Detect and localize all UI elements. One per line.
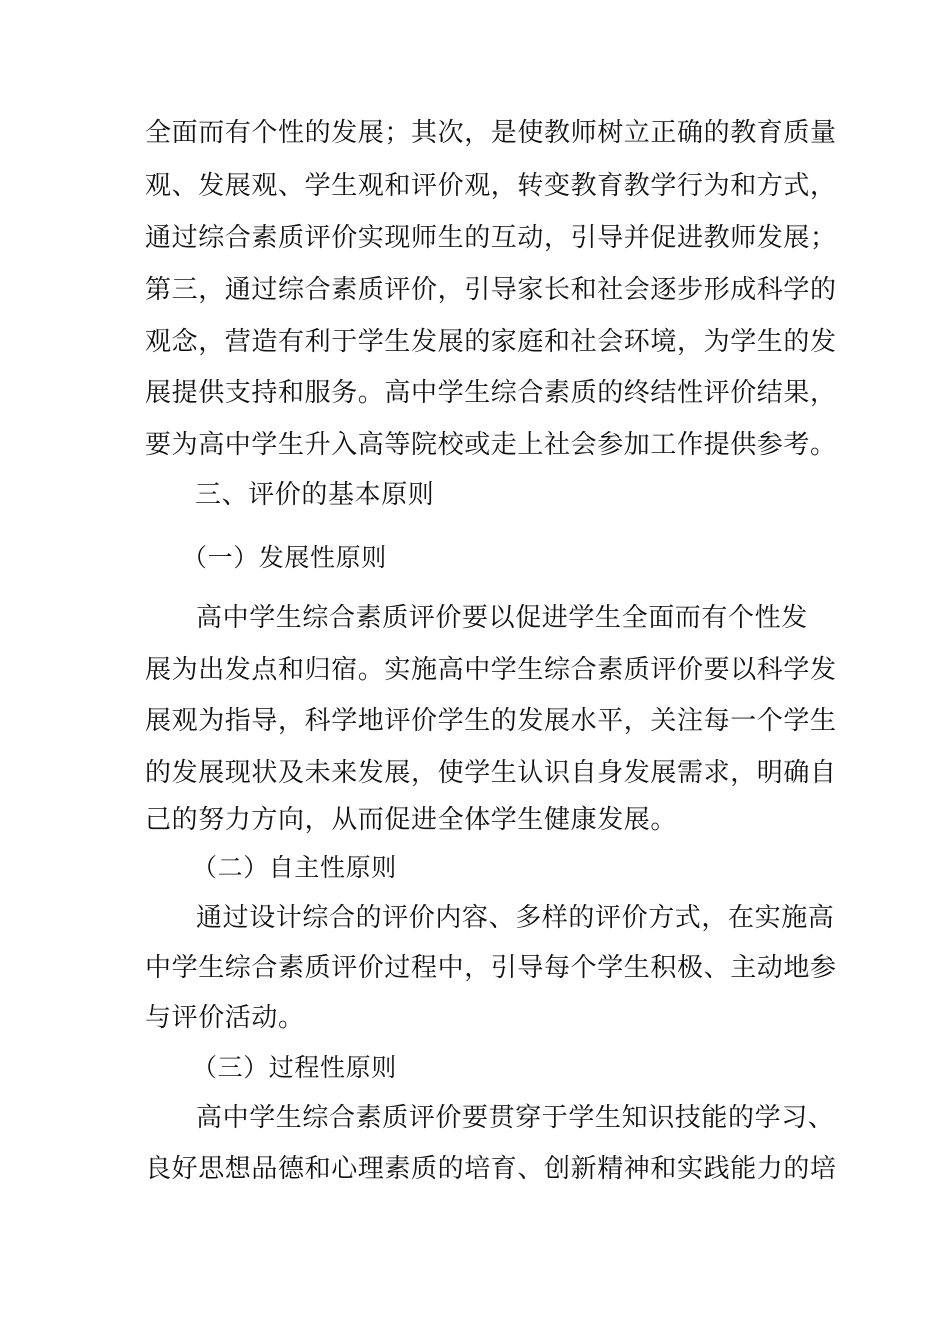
paragraph-line: 的发展现状及未来发展，使学生认识自身发展需求，明确自 [145, 758, 837, 788]
paragraph-line: 通过设计综合的评价内容、多样的评价方式，在实施高 [196, 903, 835, 933]
paragraph-line: 展观为指导，科学地评价学生的发展水平，关注每一个学生 [145, 706, 837, 736]
paragraph-line: 要为高中学生升入高等院校或走上社会参加工作提供参考。 [145, 430, 837, 460]
paragraph-line: 高中学生综合素质评价要以促进学生全面而有个性发 [196, 603, 808, 633]
paragraph-line: 良好思想品德和心理素质的培育、创新精神和实践能力的培 [145, 1154, 837, 1184]
paragraph-line: 展提供支持和服务。高中学生综合素质的终结性评价结果， [145, 378, 837, 408]
paragraph-line: 己的努力方向，从而促进全体学生健康发展。 [145, 805, 678, 835]
paragraph-line: 观、发展观、学生观和评价观，转变教育教学行为和方式， [145, 171, 837, 201]
paragraph-line: 观念，营造有利于学生发展的家庭和社会环境，为学生的发 [145, 327, 837, 357]
subsection-title-development: （一）发展性原则 [182, 543, 387, 572]
subsection-title-autonomy: （二）自主性原则 [192, 853, 397, 882]
paragraph-line: 中学生综合素质评价过程中，引导每个学生积极、主动地参 [145, 953, 837, 983]
paragraph-line: 高中学生综合素质评价要贯穿于学生知识技能的学习、 [196, 1103, 835, 1133]
paragraph-line: 通过综合素质评价实现师生的互动，引导并促进教师发展； [145, 223, 837, 253]
paragraph-line: 全面而有个性的发展；其次，是使教师树立正确的教育质量 [145, 118, 837, 148]
paragraph-line: 与评价活动。 [145, 1003, 305, 1033]
subsection-title-process: （三）过程性原则 [192, 1053, 397, 1082]
paragraph-line: 第三，通过综合素质评价，引导家长和社会逐步形成科学的 [145, 275, 837, 305]
paragraph-line: 展为出发点和归宿。实施高中学生综合素质评价要以科学发 [145, 655, 837, 685]
section-heading: 三、评价的基本原则 [195, 480, 435, 510]
